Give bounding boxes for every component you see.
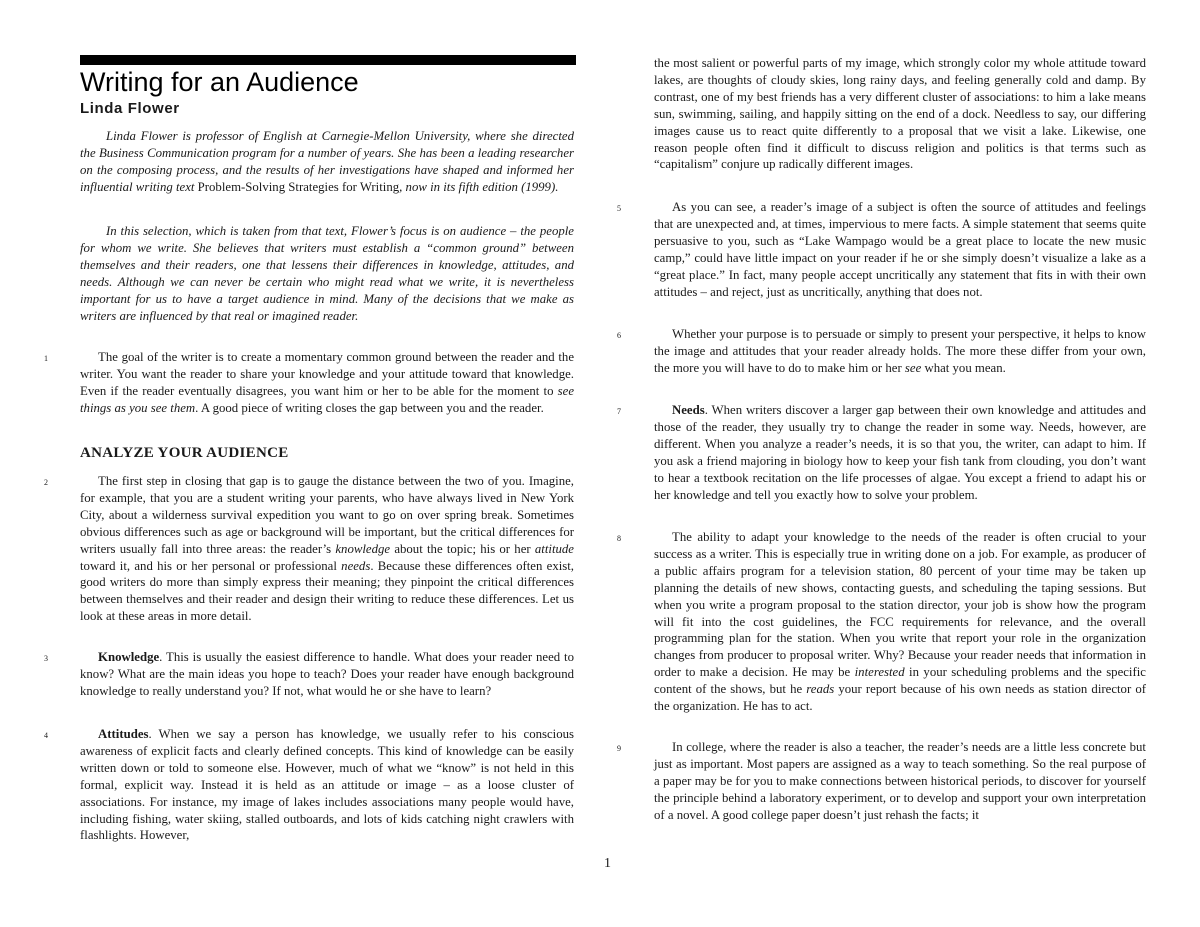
- emphasis-text: attitude: [534, 541, 574, 556]
- book-title: Problem-Solving Strategies for Writing: [197, 179, 400, 194]
- body-text: your report because of his own needs as station director of the organization. He has to act.: [654, 682, 1146, 714]
- subheading-knowledge: Knowledge: [98, 650, 160, 664]
- paragraph-number: 5: [617, 204, 621, 213]
- section-heading: ANALYZE YOUR AUDIENCE: [80, 445, 289, 461]
- body-text: . A good piece of writing closes the gap between you and the reader.: [195, 400, 544, 415]
- intro-text: , now in its fifth edition (1999).: [399, 179, 559, 194]
- body-text: Whether your purpose is to persuade or simply to present your perspective, it helps to know the image and attitudes that your reader already holds. The more these differ from your own, the more you will have to do to make him or her: [654, 327, 1146, 375]
- paragraph-number: 6: [617, 331, 621, 340]
- body-paragraph-5: [654, 199, 1146, 300]
- paragraph-number: 9: [617, 744, 621, 753]
- body-text: . When writers discover a larger gap between their own knowledge and attitudes and those of the reader, they usually try to change the reader in some way. Needs, however, are different. When you analyze a reader’s needs, it is so that you, the writer, can adapt to him. If you ask a friend majoring in biology how to keep your fish tank from clouding, you don’t want to hear a textbook recitation on the life processes of algae. You except a friend to adapt his or her knowledge and tell you exactly how to solve your problem.: [654, 403, 1146, 502]
- title-rule: [80, 55, 576, 65]
- body-text: . When we say a person has knowledge, we usually refer to his conscious awareness of explicit facts and clearly defined concepts. This kind of knowledge can be easily written down or told to someone else. However, much of what we “know” is not held in this formal, explicit way. Instead it is held as an attitude or image – as a loose cluster of associations. For instance, my image of lakes includes associations many people would have, including fishing, water skiing, stalled outboards, and lots of kids catching night crawlers with flashlights. However,: [80, 727, 574, 843]
- subheading-needs: Needs: [672, 403, 705, 417]
- paragraph-number: 8: [617, 534, 621, 543]
- intro-paragraph-2: In this selection, which is taken from that text, Flower’s focus is on audience – the people for whom we write. She believes that writers must establish a “common ground” between themselves and their readers, one that lessens their differences in knowledge, attitudes, and needs. Although we can never be certain who might read what we write, it is nevertheless important for us to have a target audience in mind. Many of the decisions that we make as writers are influenced by that real or imagined reader.: [80, 224, 574, 323]
- body-paragraph-8: [654, 529, 1146, 715]
- paragraph-number: 3: [44, 654, 48, 663]
- body-paragraph-2: [80, 473, 574, 625]
- body-paragraph-1: [80, 349, 574, 417]
- intro-text: Linda Flower is professor of English at Carnegie-Mellon University, where she directed the Business Communication program for a number of years. She has been a leading researcher on the composing process, and the results of her investigations have shaped and informed her influential writing text: [80, 129, 574, 194]
- body-paragraph-9: [654, 739, 1146, 824]
- emphasis-text: interested: [854, 665, 905, 680]
- emphasis-text: reads: [806, 682, 835, 697]
- body-paragraph-3: [80, 649, 574, 700]
- body-text: The goal of the writer is to create a momentary common ground between the reader and the writer. You want the reader to share your knowledge and your attitude toward that knowledge. Even if the reader eventually disagrees, you want him or her to be able for the moment to: [80, 350, 574, 398]
- body-text: In college, where the reader is also a teacher, the reader’s needs are a little less concrete but just as important. Most papers are assigned as a way to teach something. So the real purpose of a paper may be for you to make connections between historical periods, to discover for yourself the principle behind a laboratory experiment, or to develop and support your own interpretation of a novel. A good college paper doesn’t just rehash the facts; it: [654, 740, 1146, 822]
- body-paragraph-4: [80, 726, 574, 844]
- page-title: Writing for an Audience: [80, 67, 359, 97]
- author-name: Linda Flower: [80, 100, 180, 117]
- emphasis-text: needs: [341, 558, 371, 573]
- subheading-attitudes: Attitudes: [98, 727, 149, 741]
- body-text: in your scheduling problems and the specific content of the shows, but he: [654, 665, 1146, 697]
- paragraph-number: 7: [617, 407, 621, 416]
- body-text: The first step in closing that gap is to gauge the distance between the two of you. Imagine, for example, that you are a student writing your parents, who have always lived in New York City, about a wilderness survival expedition you want to go on over spring break. Sometimes obvious differences such as age or background will be important, but the critical differences for writers usually fall into three areas: the reader’s: [80, 474, 574, 556]
- body-text: . Because these differences often exist, good writers do more than simply express their meaning; they pinpoint the critical differences between themselves and their reader and design their writing to reduce these differences. Let us look at these areas in more detail.: [80, 558, 575, 624]
- intro-paragraph-1: [80, 128, 574, 196]
- emphasis-text: see things as you see them: [80, 383, 574, 415]
- body-text: . This is usually the easiest difference to handle. What does your reader need to know? What are the main ideas you hope to teach? Does your reader have enough background knowledge to really understand you? If not, what would he or she have to learn?: [80, 650, 574, 698]
- paragraph-number: 1: [44, 354, 48, 363]
- emphasis-text: see: [904, 360, 922, 375]
- body-text: what you mean.: [921, 360, 1006, 375]
- body-paragraph-7: [654, 402, 1146, 503]
- page-number: 1: [604, 856, 611, 871]
- body-text: The ability to adapt your knowledge to the needs of the reader is often crucial to your success as a writer. This is especially true in writing done on a job. For example, as producer of a public affairs program for a television station, 80 percent of your time may be taken up planning the details of new shows, contacting guests, and scheduling the taping sessions. But when you write a program proposal to the station director, your job is show how the program will fit into the cost guidelines, the FCC requirements for relevance, and the overall programming plan for the station. When you write that report your role in the organization changes from producer to proposal writer. Why? Because your reader needs that information in order to make a decision. He may be: [654, 530, 1146, 680]
- body-paragraph-4-continued: the most salient or powerful parts of my image, which strongly color my whole attitude toward lakes, are thoughts of cloudy skies, long rainy days, and feeling generally cold and damp. By contrast, one of my best friends has a very different cluster of associations: to him a lake means sun, swimming, sailing, and happily sitting on the end of a dock. Needless to say, our differing images cause us to react quite differently to a proposal that we visit a lake. Likewise, one reason people often find it difficult to discuss religion and politics is that terms such as “capitalism” conjure up radically different images.: [654, 56, 1146, 172]
- paragraph-number: 4: [44, 731, 48, 740]
- body-paragraph-6: [654, 326, 1146, 377]
- emphasis-text: knowledge: [335, 541, 391, 556]
- body-text: toward it, and his or her personal or professional: [80, 558, 342, 573]
- body-text: about the topic; his or her: [390, 541, 535, 556]
- body-text: As you can see, a reader’s image of a subject is often the source of attitudes and feelings that are unexpected and, at times, impervious to mere facts. A simple statement that seems quite persuasive to you, such as “Lake Wampago would be a great place to locate the new music camp,” could have little impact on your reader if he or she simply doesn’t visualize a lake as a “great place.” In fact, many people accept uncritically any statement that fits in with their own attitudes – and reject, just as uncritically, anything that does not.: [654, 200, 1146, 299]
- paragraph-number: 2: [44, 478, 48, 487]
